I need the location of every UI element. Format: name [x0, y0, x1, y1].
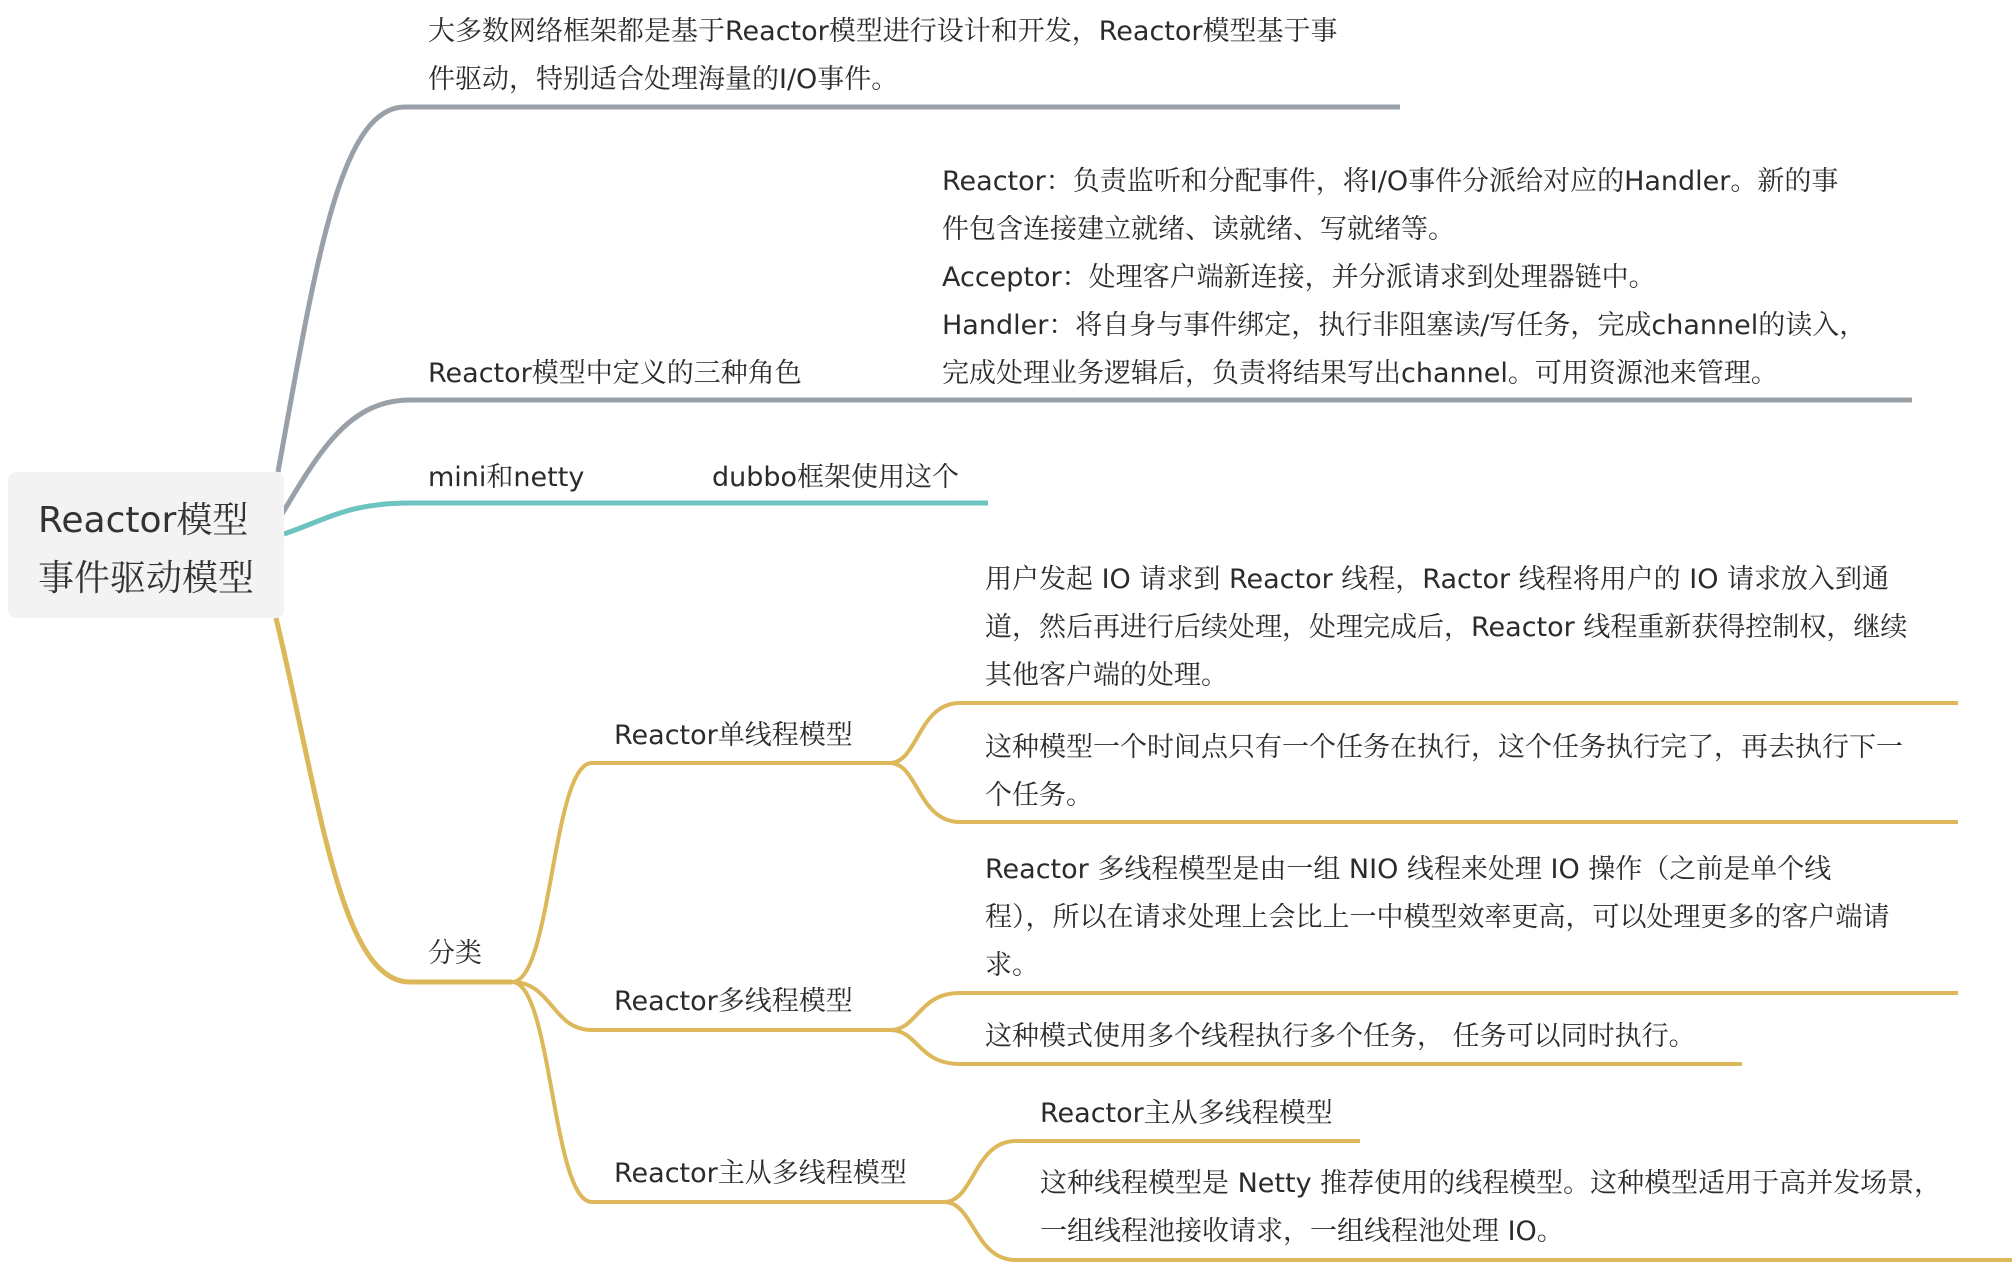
multi-desc2-line1: 这种模式使用多个线程执行多个任务， 任务可以同时执行。: [985, 1021, 1696, 1052]
root-title-line1: Reactor模型: [38, 500, 249, 541]
roles-desc-line4: Handler：将自身与事件绑定，执行非阻塞读/写任务，完成channel的读入，: [942, 310, 1867, 341]
multi-desc1-line1: Reactor 多线程模型是由一组 NIO 线程来处理 IO 操作（之前是单个线: [985, 854, 1832, 885]
mini-label: mini和netty: [428, 462, 585, 493]
roles-desc-line1: Reactor：负责监听和分配事件，将I/O事件分派给对应的Handler。新的事: [942, 166, 1839, 197]
single-desc2-line2: 个任务。: [985, 780, 1093, 811]
intro-text-line2: 件驱动，特别适合处理海量的I/O事件。: [428, 64, 899, 95]
mini-desc: dubbo框架使用这个: [712, 462, 960, 493]
edge-root-mini: [284, 503, 988, 534]
single-label: Reactor单线程模型: [614, 720, 853, 751]
edge-root-category: [276, 618, 512, 982]
single-desc1-line2: 道，然后再进行后续处理，处理完成后，Reactor 线程重新获得控制权，继续: [985, 612, 1908, 643]
single-desc1-line1: 用户发起 IO 请求到 Reactor 线程，Ractor 线程将用户的 IO 请求放入到通: [985, 564, 1890, 595]
master-label: Reactor主从多线程模型: [614, 1158, 907, 1189]
single-desc1-line3: 其他客户端的处理。: [985, 660, 1228, 691]
edge-category-single: [512, 763, 890, 982]
roles-desc-line5: 完成处理业务逻辑后，负责将结果写出channel。可用资源池来管理。: [942, 358, 1778, 389]
intro-text-line1: 大多数网络框架都是基于Reactor模型进行设计和开发，Reactor模型基于事: [428, 16, 1338, 47]
master-desc1: Reactor主从多线程模型: [1040, 1098, 1333, 1129]
category-label: 分类: [428, 938, 482, 969]
multi-desc1-line2: 程），所以在请求处理上会比上一中模型效率更高，可以处理更多的客户端请: [985, 902, 1890, 933]
roles-desc-line3: Acceptor：处理客户端新连接，并分派请求到处理器链中。: [942, 262, 1656, 293]
root-node[interactable]: [8, 472, 284, 618]
roles-label: Reactor模型中定义的三种角色: [428, 358, 802, 389]
multi-label: Reactor多线程模型: [614, 986, 853, 1017]
roles-desc-line2: 件包含连接建立就绪、读就绪、写就绪等。: [942, 214, 1455, 245]
master-desc2-line1: 这种线程模型是 Netty 推荐使用的线程模型。这种模型适用于高并发场景，: [1040, 1168, 1942, 1199]
multi-desc1-line3: 求。: [985, 950, 1039, 981]
single-desc2-line1: 这种模型一个时间点只有一个任务在执行，这个任务执行完了，再去执行下一: [985, 732, 1903, 763]
root-title-line2: 事件驱动模型: [38, 558, 255, 599]
master-desc2-line2: 一组线程池接收请求，一组线程池处理 IO。: [1040, 1216, 1564, 1247]
